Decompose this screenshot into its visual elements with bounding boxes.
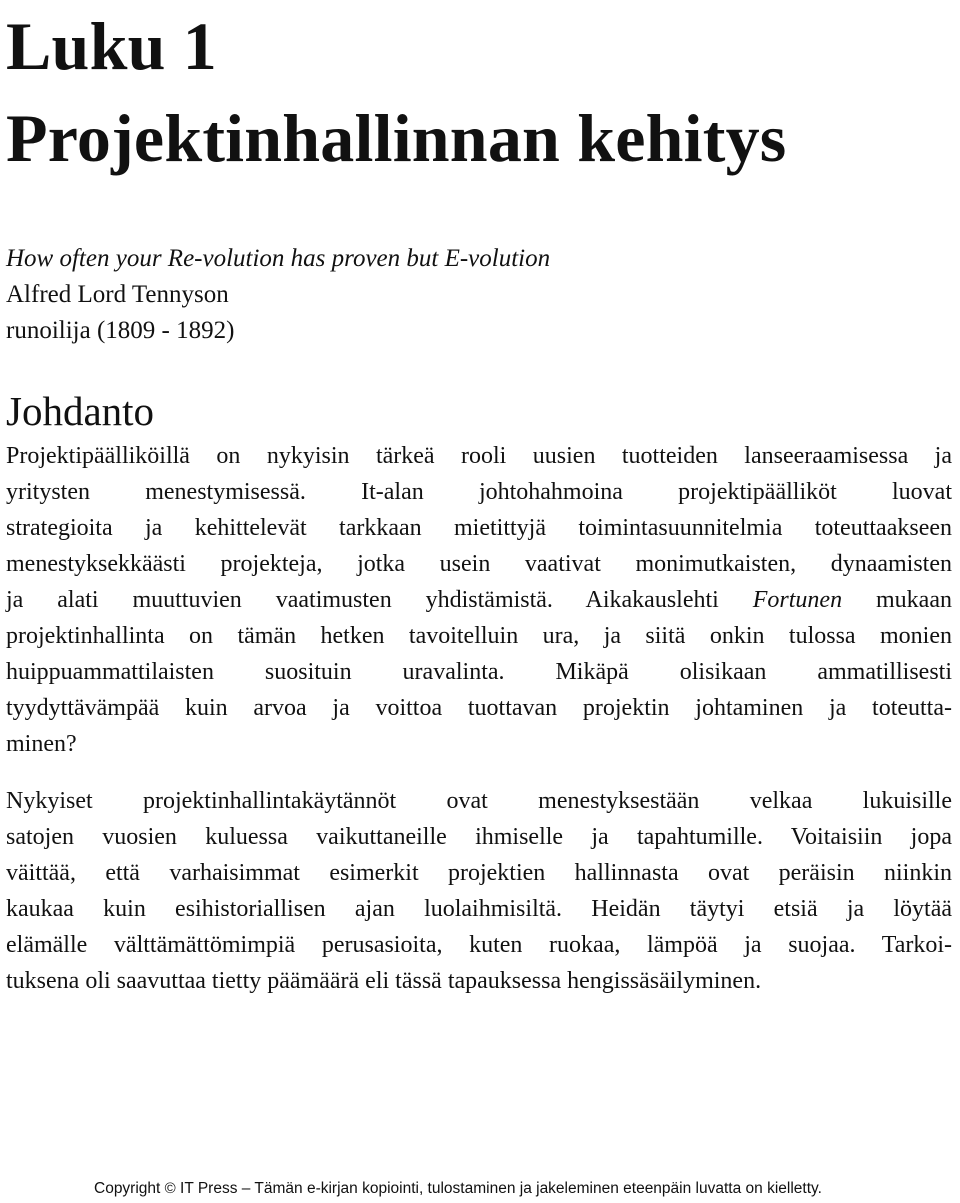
paragraph-line: kaukaa kuin esihistoriallisen ajan luolaihmisiltä. Heidän täytyi etsiä ja löytää <box>6 896 952 922</box>
paragraph-line: Projektipäälliköillä on nykyisin tärkeä rooli uusien tuotteiden lanseeraamisessa ja <box>6 443 952 469</box>
paragraph-line: Nykyiset projektinhallintakäytännöt ovat menestyksestään velkaa lukuisille <box>6 788 952 814</box>
chapter-number: Luku 1 <box>6 8 218 84</box>
paragraph-line: tuksena oli saavuttaa tietty päämäärä eli tässä tapauksessa hengissäsäilyminen. <box>6 968 762 994</box>
paragraph-line: satojen vuosien kuluessa vaikuttaneille ihmiselle ja tapahtumille. Voitaisiin jopa <box>6 824 952 850</box>
epigraph-author-role: runoilija (1809 - 1892) <box>6 317 235 344</box>
chapter-name: Projektinhallinnan kehitys <box>6 100 787 176</box>
paragraph-line: minen? <box>6 731 77 757</box>
epigraph-quote: How often your Re-volution has proven but E-volution <box>6 245 551 272</box>
magazine-name: Fortunen <box>752 587 843 613</box>
paragraph-line: menestyksekkäästi projekteja, jotka usein vaativat monimutkaisten, dynaamisten <box>6 551 952 577</box>
copyright-label: Copyright <box>94 1180 161 1197</box>
paragraph-line: projektinhallinta on tämän hetken tavoitelluin ura, ja siitä onkin tulossa monien <box>6 623 952 649</box>
epigraph-author: Alfred Lord Tennyson <box>6 281 229 308</box>
copyright-footer <box>94 1178 954 1200</box>
copyright-icon: © <box>164 1180 176 1197</box>
body-paragraph-2 <box>6 783 952 999</box>
paragraph-line: tyydyttävämpää kuin arvoa ja voittoa tuottavan projektin johtaminen ja toteutta- <box>6 695 952 721</box>
paragraph-line: väittää, että varhaisimmat esimerkit projektien hallinnasta ovat peräisin niinkin <box>6 860 952 886</box>
body-paragraph-1 <box>6 438 952 762</box>
paragraph-line: yritysten menestymisessä. It-alan johtohahmoina projektipäälliköt luovat <box>6 479 952 505</box>
paragraph-line: huippuammattilaisten suosituin uravalinta. Mikäpä olisikaan ammatillisesti <box>6 659 952 685</box>
section-heading: Johdanto <box>6 388 155 434</box>
epigraph <box>6 241 906 349</box>
chapter-title <box>6 0 956 184</box>
paragraph-line-text: ja alati muuttuvien vaatimusten yhdistämistä. Aikakauslehti <box>6 587 753 613</box>
paragraph-line-text: mukaan <box>842 587 952 613</box>
paragraph-line <box>6 582 952 618</box>
paragraph-line: strategioita ja kehittelevät tarkkaan mietittyjä toimintasuunnitelmia toteuttaakseen <box>6 515 952 541</box>
paragraph-line: elämälle välttämättömimpiä perusasioita, kuten ruokaa, lämpöä ja suojaa. Tarkoi- <box>6 932 952 958</box>
copyright-text: IT Press – Tämän e-kirjan kopiointi, tulostaminen ja jakeleminen eteenpäin luvatta on kielletty. <box>180 1180 822 1197</box>
